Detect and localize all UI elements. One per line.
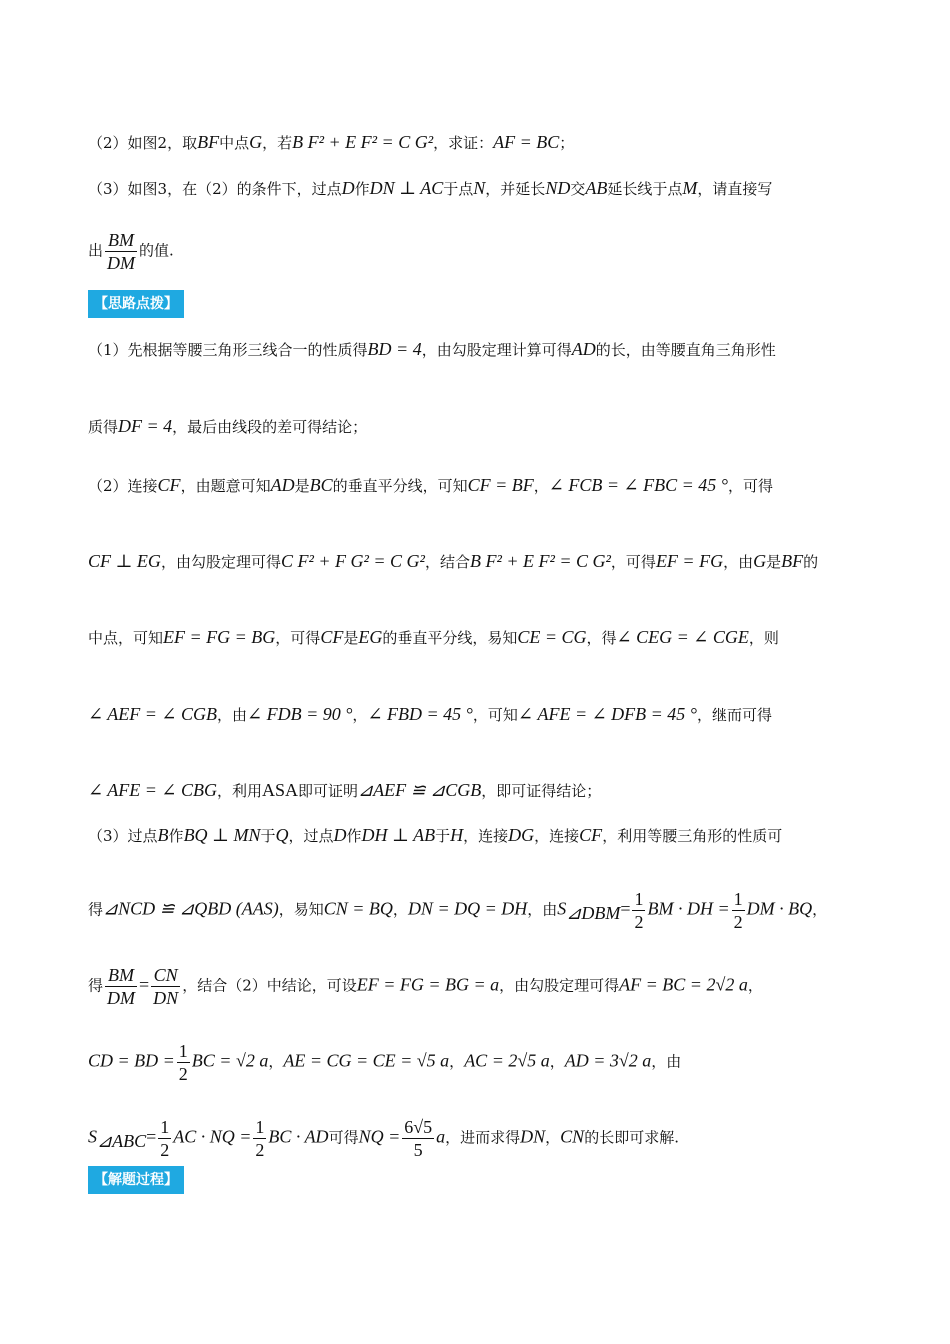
ratio-fraction: $\frac{BM}{DM}$ [107, 230, 136, 273]
hint-part-1-continued: 质得DF = 4，最后由线段的差可得结论； [88, 416, 368, 436]
hint-part-3-line-2: 得⊿NCD ≌ ⊿QBD (AAS)，易知CN = BQ，DN = DQ = DH，由$S_{⊿DBM}=$ $\frac{1}{2}$ BM · DH = $\frac{1}{2}$ DM · BQ， [88, 889, 828, 932]
problem-part-3-continued: 出 $\frac{BM}{DM}$ 的值. [88, 230, 174, 273]
half-fraction: $\frac{1}{2}$ [634, 889, 644, 932]
hint-part-2-line-2: CF ⊥ EG，由勾股定理可得C F² + F G² = C G²，结合B F² + E F² = C G²，可得EF = FG，由G是BF的 [88, 551, 819, 571]
half-fraction: $\frac{1}{2}$ [178, 1041, 188, 1084]
half-fraction: $\frac{1}{2}$ [160, 1117, 170, 1160]
half-fraction: $\frac{1}{2}$ [733, 889, 743, 932]
hint-part-3-line-5: $S_{⊿ABC}=$ $\frac{1}{2}$ AC · NQ = $\frac{1}{2}$ BC · AD可得NQ = $\frac{6√5}{5}$ a，进而求得DN，CN的长即可求解. [88, 1117, 679, 1160]
hint-part-1: （1）先根据等腰三角形三线合一的性质得BD = 4，由勾股定理计算可得AD的长，由等腰直角三角形性 [88, 339, 776, 359]
hint-part-2: （2）连接CF，由题意可知AD是BC的垂直平分线，可知CF = BF，∠ FCB = ∠ FBC = 45 °，可得 [88, 475, 773, 495]
problem-part-3: （3）如图3，在（2）的条件下，过点D作DN ⊥ AC于点N，并延长ND交AB延长线于点M，请直接写 [88, 178, 773, 198]
hint-part-2-line-3: 中点，可知EF = FG = BG，可得CF是EG的垂直平分线，易知CE = CG，得∠ CEG = ∠ CGE，则 [88, 627, 779, 647]
nq-fraction: $\frac{6√5}{5}$ [404, 1117, 433, 1160]
hint-part-3-line-3: 得 $\frac{BM}{DM}$ = $\frac{CN}{DN}$ ，结合（2）中结论，可设EF = FG = BG = a，由勾股定理可得AF = BC = 2√2 a， [88, 965, 763, 1008]
given-equation: B F² + E F² = C G² [292, 132, 434, 152]
ratio-fraction: $\frac{BM}{DM}$ [107, 965, 136, 1008]
ratio-fraction: $\frac{CN}{DN}$ [153, 965, 179, 1008]
hint-part-3-line-4: CD = BD = $\frac{1}{2}$ BC = √2 a，AE = CG = CE = √5 a，AC = 2√5 a，AD = 3√2 a，由 [88, 1041, 682, 1084]
goal-equation: AF = BC [493, 132, 560, 152]
half-fraction: $\frac{1}{2}$ [255, 1117, 265, 1160]
hint-heading: 【思路点拨】 [88, 290, 184, 318]
problem-part-2: （2）如图2，取BF中点G，若B F² + E F² = C G²，求证：AF = BC； [88, 132, 575, 152]
hint-part-3: （3）过点B作BQ ⊥ MN于Q，过点D作DH ⊥ AB于H，连接DG，连接CF，利用等腰三角形的性质可 [88, 825, 783, 845]
hint-part-2-line-4: ∠ AEF = ∠ CGB，由∠ FDB = 90 °，∠ FBD = 45 °，可知∠ AFE = ∠ DFB = 45 °，继而可得 [88, 704, 773, 724]
hint-part-2-line-5: ∠ AFE = ∠ CBG，利用ASA即可证明⊿AEF ≌ ⊿CGB，即可证得结论； [88, 780, 602, 800]
solution-heading: 【解题过程】 [88, 1166, 184, 1194]
